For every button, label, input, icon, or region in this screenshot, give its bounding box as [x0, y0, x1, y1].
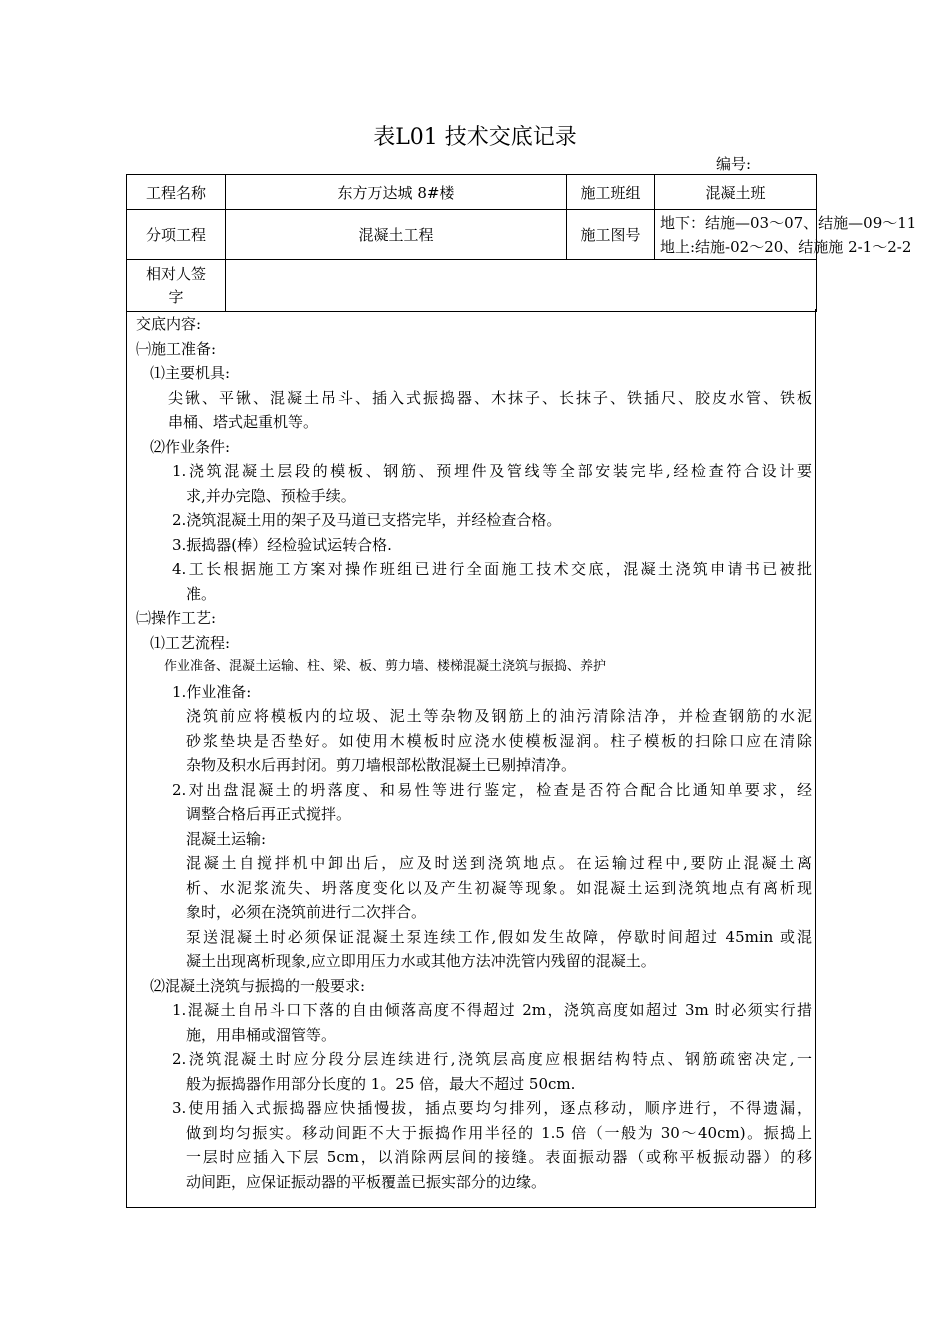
- header-row-subproject: [127, 210, 817, 260]
- signature-label-line-1: 相对人签: [145, 264, 206, 283]
- signature-label: [127, 260, 226, 312]
- paragraph-line: 1.混凝土自吊斗口下落的自由倾落高度不得超过 2m，浇筑高度如超过 3m 时必须实行措: [172, 1001, 812, 1019]
- paragraph-line: 凝土出现离析现象,应立即用压力水或其他方法冲洗管内残留的混凝土。: [186, 952, 656, 970]
- sub-project-label: 分项工程: [127, 210, 226, 260]
- sub-project-value: 混凝土工程: [226, 210, 567, 260]
- document-title: 表L01 技术交底记录: [373, 125, 577, 150]
- paragraph-line: 1.浇筑混凝土层段的模板、钢筋、预埋件及管线等全部安装完毕,经检查符合设计要: [172, 462, 812, 480]
- team-label: 施工班组: [567, 175, 655, 210]
- paragraph-line: 动间距，应保证振动器的平板覆盖已振实部分的边缘。: [186, 1172, 547, 1191]
- header-row-project: [127, 175, 817, 210]
- subheading-conditions: ⑵作业条件:: [150, 437, 231, 456]
- section-heading-preparation: ㈠施工准备:: [136, 339, 217, 358]
- paragraph-line: 般为振捣器作用部分长度的 1。25 倍，最大不超过 50cm.: [186, 1074, 576, 1093]
- subheading-pouring: ⑵混凝土浇筑与振捣的一般要求:: [150, 976, 366, 995]
- subheading-work-prep: 1.作业准备:: [172, 682, 252, 701]
- drawing-number-line-1: 地下：结施—03～07、结施—09～11: [660, 213, 917, 232]
- paragraph-line: 求,并办完隐、预检手续。: [186, 486, 356, 505]
- paragraph-line: 砂浆垫块是否垫好。如使用木模板时应浇水使模板湿润。柱子模板的扫除口应在清除: [186, 731, 812, 750]
- subheading-tools: ⑴主要机具:: [150, 364, 231, 382]
- section-heading-process: ㈡操作工艺:: [136, 609, 217, 627]
- paragraph-line: 3.使用插入式振捣器应快插慢拔，插点要均匀排列，逐点移动，顺序进行，不得遗漏，: [172, 1099, 812, 1117]
- paragraph-line: 准。: [186, 584, 217, 603]
- paragraph-line: 做到均匀振实。移动间距不大于振捣作用半径的 1.5 倍（一般为 30～40cm)。振捣上: [186, 1123, 812, 1142]
- paragraph-line: 混凝土自搅拌机中卸出后，应及时送到浇筑地点。在运输过程中,要防止混凝土离: [186, 854, 812, 872]
- project-name-label: 工程名称: [127, 175, 226, 210]
- paragraph-line: 施，用串桶或溜管等。: [186, 1025, 337, 1044]
- paragraph-line: 串桶、塔式起重机等。: [168, 413, 319, 431]
- paragraph-line: 尖锹、平锹、混凝土吊斗、插入式振捣器、木抹子、长抹子、铁插尺、胶皮水管、铁板: [168, 388, 812, 407]
- header-table: [126, 174, 917, 312]
- signature-field[interactable]: [226, 260, 817, 312]
- paragraph-line: 杂物及积水后再封闭。剪刀墙根部松散混凝土已剔掉清净。: [186, 756, 577, 774]
- signature-label-line-2: 字: [168, 287, 184, 306]
- paragraph-line: 3.振捣器(棒）经检验试运转合格.: [172, 535, 392, 554]
- project-name-value: 东方万达城 8#楼: [226, 175, 567, 210]
- serial-number-label: 编号:: [716, 155, 752, 173]
- briefing-content: [136, 312, 812, 1194]
- process-flow-text: 作业准备、混凝土运输、柱、梁、板、剪力墙、楼梯混凝土浇筑与振捣、养护: [164, 659, 607, 674]
- paragraph-line: 调整合格后再正式搅拌。: [186, 805, 352, 823]
- paragraph-line: 4.工长根据施工方案对操作班组已进行全面施工技术交底，混凝土浇筑申请书已被批: [172, 560, 812, 578]
- content-heading: 交底内容:: [136, 315, 202, 333]
- drawing-number-line-2: 地上:结施-02～20、结施施 2-1～2-2: [660, 237, 912, 256]
- paragraph-line: 一层时应插入下层 5cm，以消除两层间的接缝。表面振动器（或称平板振动器）的移: [186, 1148, 812, 1166]
- paragraph-line: 2.浇筑混凝土用的架子及马道已支搭完毕，并经检查合格。: [172, 511, 562, 529]
- header-row-signature: [127, 260, 817, 312]
- subheading-transport: 混凝土运输:: [186, 829, 267, 848]
- paragraph-line: 浇筑前应将模板内的垃圾、泥土等杂物及钢筋上的油污清除洁净，并检查钢筋的水泥: [186, 707, 812, 725]
- team-value: 混凝土班: [655, 175, 817, 210]
- paragraph-line: 2.对出盘混凝土的坍落度、和易性等进行鉴定，检查是否符合配合比通知单要求，经: [172, 780, 812, 799]
- paragraph-line: 2.浇筑混凝土时应分段分层连续进行,浇筑层高度应根据结构特点、钢筋疏密决定,一: [172, 1050, 812, 1068]
- paragraph-line: 象时，必须在浇筑前进行二次拌合。: [186, 903, 427, 921]
- subheading-flow: ⑴工艺流程:: [150, 633, 231, 652]
- drawing-number-value: [655, 210, 917, 260]
- paragraph-line: 析、水泥浆流失、坍落度变化以及产生初凝等现象。如混凝土运到浇筑地点有离析现: [186, 878, 812, 897]
- paragraph-line: 泵送混凝土时必须保证混凝土泵连续工作,假如发生故障，停歇时间超过 45min 或混: [186, 927, 812, 946]
- drawing-number-label: 施工图号: [567, 210, 655, 260]
